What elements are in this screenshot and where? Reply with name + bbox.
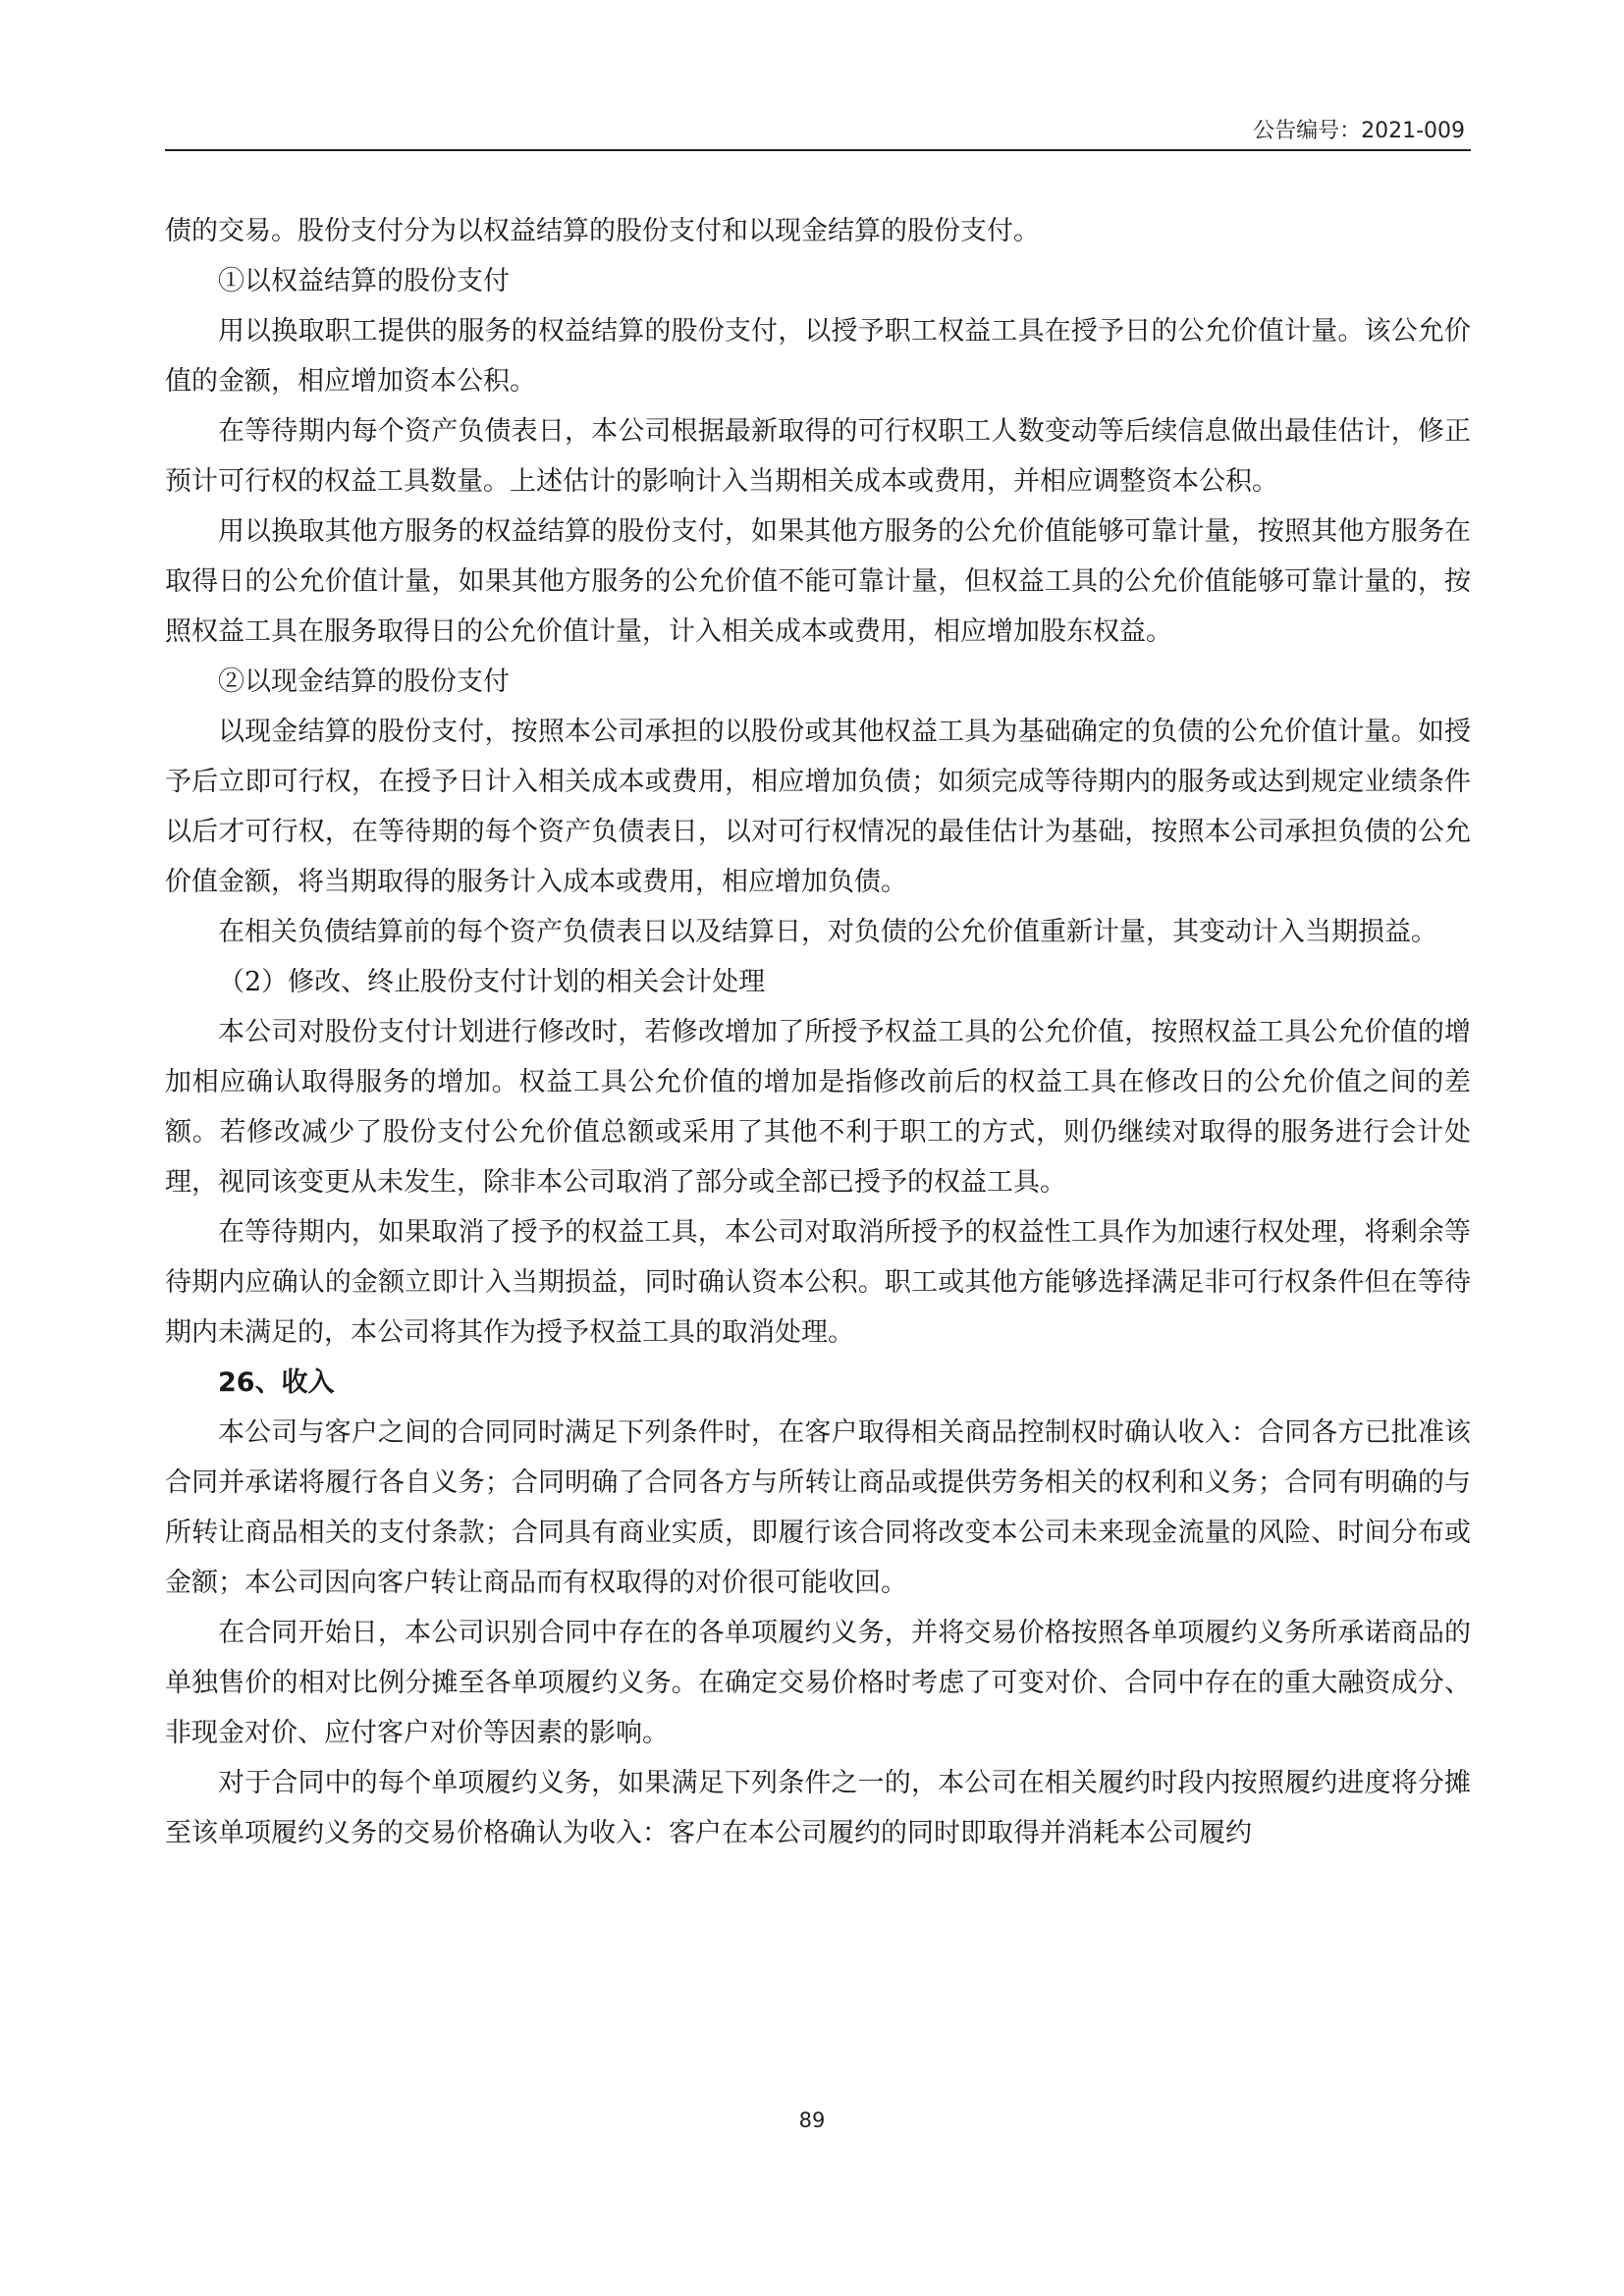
page-header [165, 106, 1471, 151]
paragraph: 在等待期内每个资产负债表日，本公司根据最新取得的可行权职工人数变动等后续信息做出最佳估计，修正预计可行权的权益工具数量。上述估计的影响计入当期相关成本或费用，并相应调整资本公积。 [165, 416, 1471, 497]
paragraph: 对于合同中的每个单项履约义务，如果满足下列条件之一的，本公司在相关履约时段内按照履约进度将分摊至该单项履约义务的交易价格确认为收入：客户在本公司履约的同时即取得并消耗本公司履约 [165, 1768, 1471, 1848]
announcement-number: 公告编号：2021-009 [1253, 119, 1465, 143]
paragraph: 以现金结算的股份支付，按照本公司承担的以股份或其他权益工具为基础确定的负债的公允价值计量。如授予后立即可行权，在授予日计入相关成本或费用，相应增加负债；如须完成等待期内的服务或达到规定业绩条件以后才可行权，在等待期的每个资产负债表日，以对可行权情况的最佳估计为基础，按照本公司承担负债的公允价值金额，将当期取得的服务计入成本或费用，相应增加负债。 [165, 717, 1471, 897]
document-body [165, 206, 1471, 1858]
subsection-title: ②以现金结算的股份支付 [218, 667, 510, 697]
subsection-title: ①以权益结算的股份支付 [218, 266, 510, 296]
page-number: 89 [798, 2109, 826, 2132]
paragraph: 用以换取其他方服务的权益结算的股份支付，如果其他方服务的公允价值能够可靠计量，按照其他方服务在取得日的公允价值计量，如果其他方服务的公允价值不能可靠计量，但权益工具的公允价值能够可靠计量的，按照权益工具在服务取得日的公允价值计量，计入相关成本或费用，相应增加股东权益。 [165, 516, 1471, 647]
paragraph: 在相关负债结算前的每个资产负债表日以及结算日，对负债的公允价值重新计量，其变动计入当期损益。 [218, 917, 1437, 947]
paragraph: 在等待期内，如果取消了授予的权益工具，本公司对取消所授予的权益性工具作为加速行权处理，将剩余等待期内应确认的金额立即计入当期损益，同时确认资本公积。职工或其他方能够选择满足非可行权条件但在等待期内未满足的，本公司将其作为授予权益工具的取消处理。 [165, 1217, 1471, 1348]
paragraph: 本公司与客户之间的合同同时满足下列条件时，在客户取得相关商品控制权时确认收入：合同各方已批准该合同并承诺将履行各自义务；合同明确了合同各方与所转让商品或提供劳务相关的权利和义务；合同有明确的与所转让商品相关的支付条款；合同具有商业实质，即履行该合同将改变本公司未来现金流量的风险、时间分布或金额；本公司因向客户转让商品而有权取得的对价很可能收回。 [165, 1417, 1471, 1598]
paragraph: 债的交易。股份支付分为以权益结算的股份支付和以现金结算的股份支付。 [165, 216, 1040, 246]
paragraph: 在合同开始日，本公司识别合同中存在的各单项履约义务，并将交易价格按照各单项履约义务所承诺商品的单独售价的相对比例分摊至各单项履约义务。在确定交易价格时考虑了可变对价、合同中存在的重大融资成分、非现金对价、应付客户对价等因素的影响。 [165, 1618, 1471, 1748]
paragraph: 用以换取职工提供的服务的权益结算的股份支付，以授予职工权益工具在授予日的公允价值计量。该公允价值的金额，相应增加资本公积。 [165, 316, 1471, 397]
paragraph: 本公司对股份支付计划进行修改时，若修改增加了所授予权益工具的公允价值，按照权益工具公允价值的增加相应确认取得服务的增加。权益工具公允价值的增加是指修改前后的权益工具在修改日的公允价值之间的差额。若修改减少了股份支付公允价值总额或采用了其他不利于职工的方式，则仍继续对取得的服务进行会计处理，视同该变更从未发生，除非本公司取消了部分或全部已授予的权益工具。 [165, 1017, 1471, 1198]
section-heading: 26、收入 [218, 1367, 335, 1398]
subsection-title: （2）修改、终止股份支付计划的相关会计处理 [218, 967, 766, 997]
